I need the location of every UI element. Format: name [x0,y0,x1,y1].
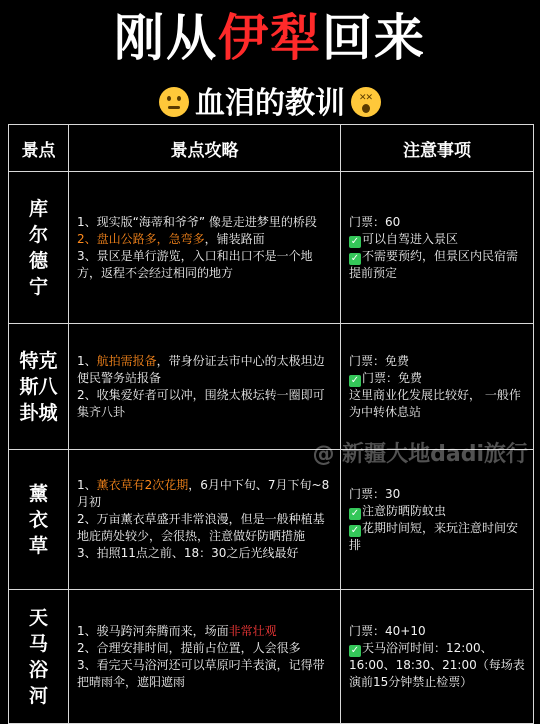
note-text: 门票：免费 [362,370,423,385]
tip-item [77,231,332,248]
tip-text: 1、 [77,353,97,368]
note-item [349,503,525,520]
tip-item [77,353,332,387]
note-text: 可以自驾进入景区 [362,231,459,246]
tip-text: ，铺装路面 [204,231,265,246]
header-spot: 景点 [9,125,69,172]
spot-tips [69,324,341,450]
tip-highlight: 2、盘山公路多，急弯多 [77,231,205,246]
note-item [349,248,525,282]
title-highlight: 伊犁 [218,9,322,67]
tip-text: 2、万亩薰衣草盛开非常浪漫，但是一般种植基地庇荫处较少，会很热，注意做好防晒措施 [77,512,325,543]
tip-item [77,657,332,691]
dizzy-face-emoji-icon: ✕ ✕ [351,87,381,117]
check-mark-icon: ✓ [350,374,360,386]
spot-name [9,450,69,590]
note-text: 门票：免费 [349,353,410,368]
page-title [0,8,540,68]
title-part-1: 刚从 [114,9,218,67]
note-text: 不需要预约，但景区内民宿需提前预定 [349,248,519,280]
tip-highlight: 航拍需报备 [96,353,157,368]
note-text: 这里商业化发展比较好， 一般作为中转休息站 [349,387,521,419]
tip-item [77,511,332,545]
header-notes: 注意事项 [341,125,534,172]
table-header-row [9,125,534,172]
note-item [349,370,525,387]
subtitle [0,84,540,124]
tip-text: 3、看完天马浴河还可以草原叼羊表演，记得带把晴雨伞，遮阳遮雨 [77,657,325,689]
table-row [9,450,534,590]
note-item [349,486,525,503]
note-item [349,623,525,640]
spot-name-text: 天马浴河 [28,606,48,707]
tip-text: 1、骏马跨河奔腾而来，场面 [77,623,229,638]
spot-name [9,590,69,724]
spot-name [9,324,69,450]
tip-text: 3、拍照11点之前、18：30之后光线最好 [77,546,299,560]
spot-notes [341,590,534,724]
spot-name-text: 薰衣草 [28,482,48,557]
tip-text: 2、收集爱好者可以冲，围绕太极坛转一圈即可集齐八卦 [77,387,325,419]
tip-text: 1、现实版“海蒂和爷爷” 像是走进梦里的桥段 [77,214,317,229]
tip-item [77,477,332,511]
watermark: @ 新疆大地dadi旅行 [312,442,528,467]
check-mark-icon: ✓ [350,524,360,536]
spot-notes [341,450,534,590]
tip-item [77,387,332,421]
tip-item [77,248,332,282]
spot-tips [69,450,341,590]
title-part-3: 回来 [322,9,426,67]
face-emoji-icon [159,87,189,117]
tip-text: 1、 [77,478,97,492]
spot-notes [341,324,534,450]
tip-item [77,214,332,231]
tip-text: 2、合理安排时间，提前占位置，人会很多 [77,640,301,655]
note-text: 注意防晒防蚊虫 [362,503,447,518]
note-item [349,387,525,421]
tip-item [77,545,332,562]
tip-text: ，带身份证去市中心的太极坦边便民警务站报备 [77,353,325,385]
note-item [349,520,525,554]
tip-text: 3、景区是单行游览，入口和出口不是一个地方，返程不会经过相同的地方 [77,248,313,280]
note-text: 门票：60 [349,214,401,229]
check-mark-icon: ✓ [350,235,360,247]
table-row [9,172,534,324]
tip-highlight: 非常壮观 [228,623,277,638]
table-row [9,324,534,450]
spot-name-text: 库尔德宁 [28,197,48,298]
note-item [349,231,525,248]
header-tips: 景点攻略 [69,125,341,172]
subtitle-text: 血泪的教训 [195,86,345,121]
note-text: 花期时间短，来玩注意时间安排 [349,520,519,552]
spot-name [9,172,69,324]
note-text: 门票：40+10 [349,623,426,638]
guide-table [8,124,534,724]
spot-tips [69,172,341,324]
spot-name-text: 特克斯八卦城 [19,349,58,424]
tip-highlight: 薰衣草有2次花期 [96,478,189,492]
note-text: 天马浴河时间：12:00、16:00、18:30、21:00（每场表演前15分钟禁止检票） [349,640,525,689]
spot-notes [341,172,534,324]
note-item [349,353,525,370]
tip-item [77,623,332,640]
check-mark-icon: ✓ [350,252,360,264]
note-item [349,640,525,691]
check-mark-icon: ✓ [350,507,360,519]
note-item [349,214,525,231]
note-text: 门票：30 [349,486,401,501]
tip-text: ，6月中下旬、7月下旬~8月初 [77,478,330,509]
check-mark-icon: ✓ [350,644,360,656]
tip-item [77,640,332,657]
table-row [9,590,534,724]
spot-tips [69,590,341,724]
